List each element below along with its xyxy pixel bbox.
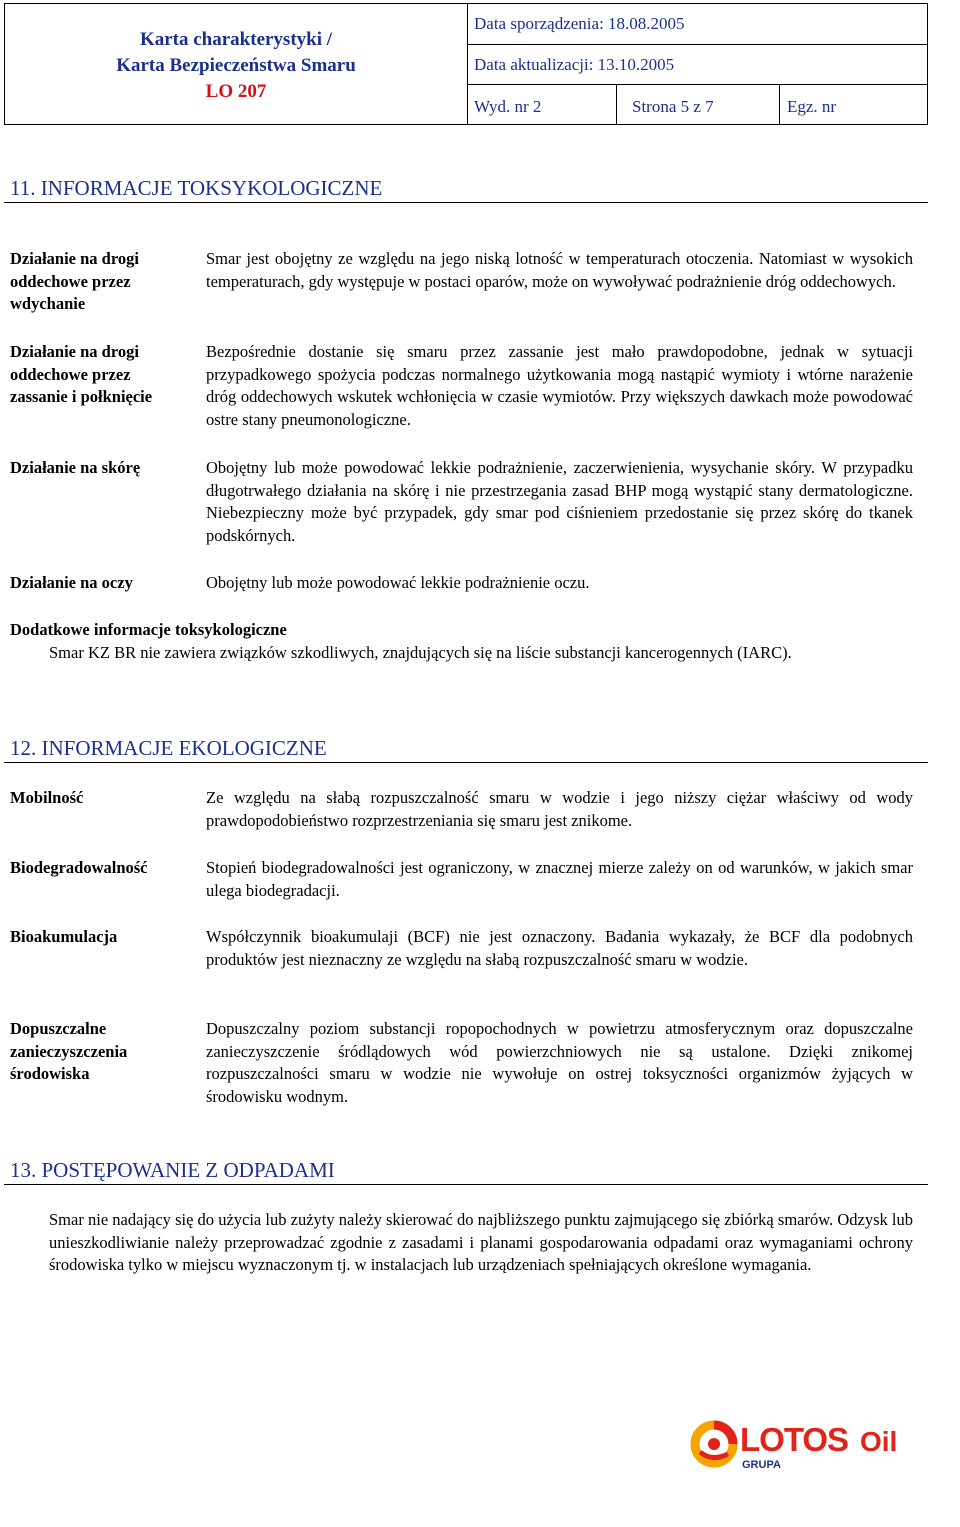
s12-label-biodegradability: Biodegradowalność <box>10 858 148 877</box>
header-title-line1: Karta charakterystyki / <box>139 29 333 50</box>
header-divider <box>467 4 468 124</box>
s11-label-inhalation: Działanie na drogi oddechowe przez wdychanie <box>10 249 139 313</box>
s11-text-eyes: Obojętny lub może powodować lekkie podrażnienie oczu. <box>206 573 590 592</box>
s12-text-pollution-limits: Dopuszczalny poziom substancji ropopochodnych w powietrzu atmosferycznym oraz dopuszczalne zanieczyszczenie śródlądowych wód powierzchniowych nie są ustalone. Dzięki znikomej rozpuszczalności smaru w wodzie nie wywołuje on ostrej toksyczności organizmów żyjących w środowisku wodnym. <box>206 1019 913 1106</box>
header-edition: Wyd. nr 2 <box>474 97 542 116</box>
s11-label-skin: Działanie na skórę <box>10 458 141 477</box>
s12-text-mobility: Ze względu na słabą rozpuszczalność smaru w wodzie i jego niższy ciężar właściwy od wody prawdopodobieństwo rozprzestrzeniania się smaru jest znikome. <box>206 788 913 830</box>
header-product-code: LO 207 <box>205 81 267 102</box>
s12-text-bioaccumulation: Współczynnik bioakumulaji (BCF) nie jest oznaczony. Badania wykazały, że BCF dla podobnych produktów jest nieznaczny ze względu na słabą rozpuszczalność smaru w wodzie. <box>206 927 913 969</box>
section-12-rule <box>4 762 928 763</box>
header-page-number: Strona 5 z 7 <box>632 97 714 116</box>
s11-text-ingestion: Bezpośrednie dostanie się smaru przez zassanie jest mało prawdopodobne, jednak w sytuacji przypadkowego spożycia podczas normalnego użytkowania mogą nastąpić wymioty i wtórne narażenie dróg oddechowych wskutek wchłonięcia w czasie wymiotów. Przy większych dawkach może powodować ostre stany pneumonologiczne. <box>206 342 913 429</box>
lotos-oil-text: Oil <box>860 1426 898 1457</box>
s12-text-biodegradability: Stopień biodegradowalności jest ograniczony, w znacznej mierze zależy on od warunków, w jakich smar ulega biodegradacji. <box>206 858 913 900</box>
s11-label-eyes: Działanie na oczy <box>10 573 133 592</box>
header-cell-line <box>779 84 780 124</box>
s12-label-pollution-limits: Dopuszczalne zanieczyszczenia środowiska <box>10 1019 128 1083</box>
section-12-title: 12. INFORMACJE EKOLOGICZNE <box>10 736 327 760</box>
header-date-updated: Data aktualizacji: 13.10.2005 <box>474 55 675 74</box>
s11-extra-label: Dodatkowe informacje toksykologiczne <box>10 620 287 639</box>
s13-text-waste: Smar nie nadający się do użycia lub zużyty należy skierować do najbliższego punktu zajmującego się zbiórką smarów. Odzysk lub unieszkodliwianie należy przeprowadzać zgodnie z zasadami i planami gospodarowania odpadami oraz wymaganiami ochrony środowiska tylko w miejscu wyznaczonym tj. w instalacjach lub urządzeniach spełniających określone wymagania. <box>49 1210 913 1274</box>
lotos-group-text: GRUPA <box>742 1459 781 1471</box>
header-row-line <box>467 44 927 45</box>
header-title-line2: Karta Bezpieczeństwa Smaru <box>116 55 356 76</box>
s11-extra-text: Smar KZ BR nie zawiera związków szkodliwych, znajdujących się na liście substancji kancerogennych (IARC). <box>49 643 792 662</box>
s11-text-skin: Obojętny lub może powodować lekkie podrażnienie, zaczerwienienia, wysychanie skóry. W przypadku długotrwałego działania na skórę i nie przestrzegania zasad BHP mogą wystąpić stany dermatologiczne. Niebezpieczny może być przypadek, gdy smar pod ciśnieniem przedostanie się przez skórę do tkanek podskórnych. <box>206 458 913 545</box>
section-11-rule <box>4 202 928 203</box>
header-copy-number: Egz. nr <box>787 97 837 116</box>
section-11-title: 11. INFORMACJE TOKSYKOLOGICZNE <box>10 176 383 200</box>
s11-label-ingestion: Działanie na drogi oddechowe przez zassanie i połknięcie <box>10 342 153 406</box>
section-13-rule <box>4 1184 928 1185</box>
document-header <box>4 3 928 125</box>
header-cell-line <box>616 84 617 124</box>
header-date-created: Data sporządzenia: 18.08.2005 <box>474 14 685 33</box>
header-row-line <box>467 84 927 85</box>
section-13-title: 13. POSTĘPOWANIE Z ODPADAMI <box>10 1158 335 1182</box>
lotos-logo <box>688 1418 908 1478</box>
s12-label-mobility: Mobilność <box>10 788 84 807</box>
lotos-brand-text: LOTOS <box>740 1421 849 1458</box>
s11-text-inhalation: Smar jest obojętny ze względu na jego niską lotność w temperaturach otoczenia. Natomiast w wysokich temperaturach, gdy występuje w postaci oparów, może on wywoływać podrażnienie dróg oddechowych. <box>206 249 913 291</box>
s12-label-bioaccumulation: Bioakumulacja <box>10 927 118 946</box>
